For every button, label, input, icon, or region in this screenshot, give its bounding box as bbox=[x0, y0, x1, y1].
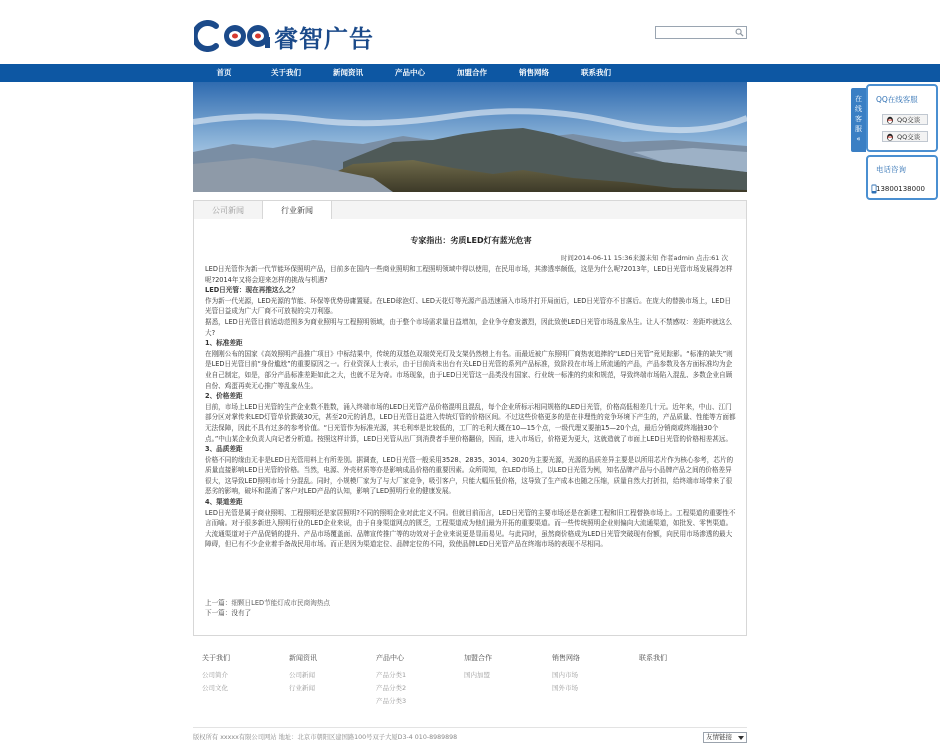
footer-link[interactable]: 产品分类1 bbox=[376, 671, 407, 679]
article-paragraph: 据悉，LED日光管目前适动范围多为商业照明与工程照明领域，由于整个市场需求量日益增加，企业争夺愈发激烈，因此致使LED日光管市场乱象丛生。让人不禁感叹：差距咋就这么大? bbox=[205, 317, 732, 337]
article-subheading: 2、价格差距 bbox=[205, 392, 243, 401]
main-nav bbox=[0, 64, 940, 82]
article-title: 专家指出：劣质LED灯有蓝光危害 bbox=[410, 236, 532, 245]
footer-column bbox=[464, 653, 552, 682]
footer-link[interactable]: 国外市场 bbox=[552, 684, 578, 692]
search-input[interactable] bbox=[656, 27, 734, 38]
tel-number[interactable]: 13800138000 bbox=[876, 185, 925, 193]
footer-nav bbox=[202, 653, 742, 709]
site-header bbox=[0, 0, 940, 64]
friendlink-label: 友情链接 bbox=[706, 733, 732, 741]
article-subheading: LED日光管：现在再推这么之？ bbox=[205, 286, 299, 295]
nav-home[interactable]: 首页 bbox=[216, 68, 232, 77]
next-article bbox=[205, 608, 330, 618]
nav-news[interactable]: 新闻资讯 bbox=[333, 68, 363, 77]
article-paragraph: 价格不同的缘由无非是LED日光管用料上有所差别。据调查，LED日光管一般采用3528、2835、3014、3020为主要光源，光源的品质差异主要是以所用芯片作为核心参考，芯片的质量直接影响LED日光管的价格。当然，电源、外壳材质等亦是影响成品价格的重要因素。众所周知，在LED市场上，以LED日光管为例，知名品牌产品与小品牌产品之间的价格差异很大，这导致LED照明市场十分混乱。同时，小规模厂家为了与大厂家竞争，吸引客户，只能大幅压低价格，这导致了生产成本也随之压缩，质量自然大打折扣，给终端市场带来了很恶劣的影响，破坏和混淆了客户对LED产品的认知，影响了LED照明行业的健康发展。 bbox=[205, 455, 734, 496]
nav-join[interactable]: 加盟合作 bbox=[457, 68, 487, 77]
footer-column bbox=[552, 653, 640, 695]
banner-image bbox=[193, 82, 747, 192]
footer-column-heading[interactable]: 关于我们 bbox=[202, 654, 230, 662]
nav-sales[interactable]: 销售网络 bbox=[519, 68, 549, 77]
online-service-tab-char: 线 bbox=[855, 105, 862, 113]
footer-link[interactable]: 行业新闻 bbox=[289, 684, 315, 692]
prev-label: 上一篇： bbox=[205, 599, 232, 607]
tel-consult-title: 电话咨询 bbox=[876, 165, 906, 174]
tab-industry-news[interactable]: 行业新闻 bbox=[262, 201, 332, 220]
article-body bbox=[205, 264, 737, 550]
footer-link[interactable]: 国内市场 bbox=[552, 671, 578, 679]
footer-link[interactable]: 产品分类3 bbox=[376, 697, 407, 705]
footer-column bbox=[639, 653, 727, 669]
article-subheading: 1、标准差距 bbox=[205, 339, 243, 348]
double-chevron-left-icon: « bbox=[856, 135, 861, 143]
qq-service-panel bbox=[866, 84, 938, 152]
footer-column bbox=[202, 653, 290, 695]
footer-link[interactable]: 公司简介 bbox=[202, 671, 228, 679]
article-subheading: 3、品质差距 bbox=[205, 445, 243, 454]
nav-contact[interactable]: 联系我们 bbox=[581, 68, 611, 77]
article-paragraph: 在刚刚公布的国家《高效照明产品推广项目》中标结果中，传统的双基色双端荧光灯及支架仍然榜上有名。而最近被广东照明厂商热衷追捧的“LED日光管”竟见踪影。“标准的缺失”则是LED日光管目前“身份尴尬”的重要原因之一。行业资深人士表示，由于目前尚未出台有关LED日光管的系列产品标准，致阶段在市场上所流通的产品，产品参数及各方面标准均为企业自己制定，如是，部分产品标准差距如此之大，也就不足为奇。市场现象，由于LED日光管这一品类没有国家、行业统一标准的约束和规范，导致终端市场陷入混乱、多数企业自顾自份、鸡蛋再卖无心推广等乱象丛生。 bbox=[205, 349, 733, 390]
online-service-tab-char: 在 bbox=[855, 95, 862, 103]
qq-penguin-icon bbox=[886, 116, 894, 124]
next-label: 下一篇： bbox=[205, 609, 232, 617]
article-subheading: 4、渠道差距 bbox=[205, 498, 243, 507]
article-paragraph: LED日光管是属于商业照明、工程照明还是家居照明?不同的照明企业对此定义不同。但就目前而言，LED日光管的主要市场还是在新建工程和旧工程替换市场上。工程渠道的重要性不言而喻。对于很多新进入照明行业的LED企业来说，由于自身渠道网点的匮乏，工程渠道成为他们最为开拓的重要渠道。而一些传统照明企业则偏向大流通渠道，如批发、零售渠道。大流通渠道对于产品促销的提升、产品市场覆盖面、品牌宣传推广等的功效对于企业来说更是显而易见。与此同时，虽然商价格成为LED日光管突破现有份额，向民用市场渗透的最大障碍，但已有不少企业着手备战民用市场。而正是因为渠道定位、品牌定位的不同，致使品牌LED日光管产品在终端市场的表现不尽相同。 bbox=[205, 508, 736, 549]
footer-link[interactable]: 产品分类2 bbox=[376, 684, 407, 692]
search-icon[interactable] bbox=[735, 28, 744, 37]
qq-chat-label: QQ交谈 bbox=[897, 133, 921, 141]
logo-text: 睿智广告 bbox=[274, 24, 374, 53]
chevron-down-icon bbox=[738, 736, 744, 740]
online-service-tab-char: 客 bbox=[855, 115, 862, 123]
next-article-text: 没有了 bbox=[231, 609, 252, 617]
article-container bbox=[193, 219, 747, 636]
mountain-landscape-image bbox=[193, 82, 747, 192]
footer-column-heading[interactable]: 加盟合作 bbox=[464, 654, 492, 662]
article-meta: 时间2014-06-11 15:36来源未知 作者admin 点击:61 次 bbox=[560, 254, 728, 262]
tab-company-news[interactable]: 公司新闻 bbox=[212, 206, 244, 215]
online-service-tab[interactable] bbox=[851, 88, 866, 152]
online-service-tab-char: 服 bbox=[855, 125, 862, 133]
search-box[interactable] bbox=[655, 26, 747, 39]
footer-column bbox=[289, 653, 377, 695]
friendlink-select[interactable] bbox=[703, 732, 747, 743]
prev-article-link[interactable]: 细颗日LED节能灯成市民商淘热点 bbox=[231, 599, 331, 607]
copyright-text: 版权所有 xxxxx有限公司网站 地址：北京市朝阳区建国路100号双子大厦D3-4 010-8989898 bbox=[193, 734, 458, 741]
qq-penguin-icon bbox=[886, 133, 894, 141]
qq-service-title: QQ在线客服 bbox=[876, 95, 918, 104]
footer-column-heading[interactable]: 联系我们 bbox=[639, 654, 667, 662]
site-logo[interactable] bbox=[194, 20, 374, 52]
tel-consult-panel bbox=[866, 155, 938, 200]
logo-mark-icon bbox=[194, 20, 272, 52]
nav-products[interactable]: 产品中心 bbox=[395, 68, 425, 77]
qq-chat-button[interactable] bbox=[882, 114, 928, 125]
nav-about[interactable]: 关于我们 bbox=[271, 68, 301, 77]
footer-link[interactable]: 国内加盟 bbox=[464, 671, 490, 679]
footer-column-heading[interactable]: 销售网络 bbox=[552, 654, 580, 662]
article-paragraph: 作为新一代光源，LED光源的节能、环保等优势毋庸置疑。在LED球泡灯、LED天花灯等光源产品迅速涌入市场并打开局面后，LED日光管亦不甘落后。在庞大的替换市场上，LED日光管日益成为广大厂商不可放视的尖刀利器。 bbox=[205, 296, 732, 316]
footer-column-heading[interactable]: 产品中心 bbox=[376, 654, 404, 662]
footer-column-heading[interactable]: 新闻资讯 bbox=[289, 654, 317, 662]
prev-article bbox=[205, 598, 330, 608]
prev-next-nav bbox=[205, 598, 330, 618]
article-paragraph: LED日光管作为新一代节能环保照明产品，目前多在国内一些商业照明和工程照明领域中得以使用，在民用市场，其渗透率颇低，这是为什么呢?2013年，LED日光管市场发展得怎样呢?2014年又将会迎来怎样的挑战与机遇? bbox=[205, 265, 733, 284]
news-tabs bbox=[193, 200, 747, 220]
footer-link[interactable]: 公司文化 bbox=[202, 684, 228, 692]
footer-column bbox=[376, 653, 464, 708]
qq-chat-button[interactable] bbox=[882, 131, 928, 142]
footer-divider bbox=[193, 727, 747, 728]
footer-link[interactable]: 公司新闻 bbox=[289, 671, 315, 679]
qq-chat-label: QQ交谈 bbox=[897, 116, 921, 124]
article-paragraph: 目前，市场上LED日光管的生产企业数不胜数，涌入终端市场的LED日光管产品价格混明且混乱，每个企业所标示相同规格的LED日光管，价格高低相差几十元。近年来，中山、江门部分区对掌传来LED灯管单价跌破30元，甚至20元的消息，LED日光管日益进入传统灯管的价格区间。不过这些价格更多的是在非理性的竞争环境下产生的，产品质量、性能等方面都无法保障，因此不具有过多的参考价值。“日光管作为标准光源，其毛利率是比较低的，工厂的毛利大概在10—15个点，一级代理又要抽15—20个点，最后分销商或终端抽30个点。”中山某企业负责人向记者分析道。按照这样计算，LED日光管从出厂到消费者手里价格翻倍，因而，进入市场后，价格更为更大，这就造就了市面上LED日光管的价格相差甚远。 bbox=[205, 402, 736, 443]
